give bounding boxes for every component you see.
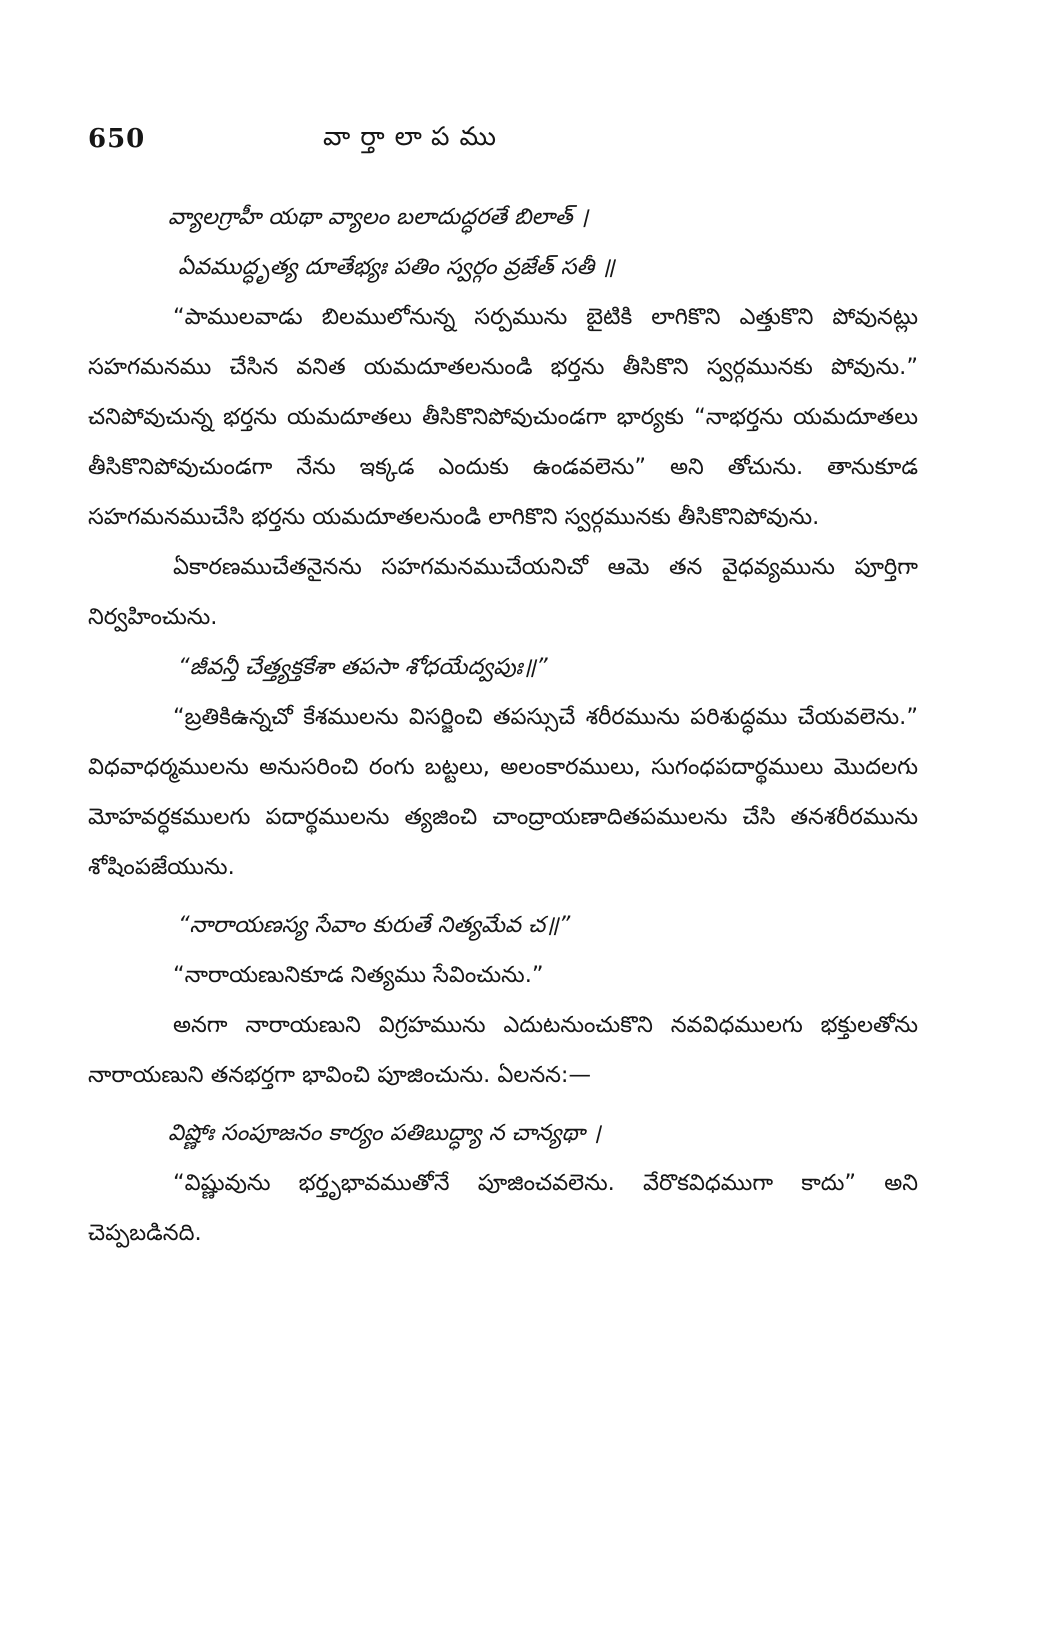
- spacer: [88, 1100, 918, 1108]
- paragraph: అనగా నారాయణుని విగ్రహమును ఎదుటనుంచుకొని నవవిధములగు భక్తులతోను నారాయణుని తనభర్తగా భావించి పూజించును. ఏలనన:—: [88, 1012, 918, 1088]
- page-number: 650: [88, 124, 146, 154]
- verse-line: “నారాయణస్య సేవాం కురుతే నిత్యమేవ చ॥”: [178, 912, 571, 938]
- paragraph: “బ్రతికిఉన్నచో కేశములను విసర్జించి తపస్సుచే శరీరమును పరిశుద్ధము చేయవలెను.” విధవాధర్మములను అనుసరించి రంగు బట్టలు, అలంకారములు, సుగంధపదార్థములు మొదలగు మోహవర్ధకములగు పదార్థములను త్యజించి చాంద్రాయణాదితపములను చేసి తనశరీరమును శోషింపజేయును.: [88, 704, 918, 880]
- verse-line: “జీవన్తీ చేత్త్యక్తకేశా తపసా శోధయేద్వపుః॥”: [178, 654, 548, 680]
- verse-line: విష్ణోః సంపూజనం కార్యం పతిబుద్ధ్యా న చాన్యథా ।: [168, 1120, 601, 1146]
- verse-line: ఏవముద్ధృత్య దూతేభ్యః పతిం స్వర్గం వ్రజేత్ సతీ ॥: [178, 254, 615, 280]
- page-body: [88, 192, 918, 1258]
- running-title: వార్తాలాపము: [323, 122, 507, 152]
- verse-line: వ్యాలగ్రాహీ యథా వ్యాలం బలాదుద్ధరతే బిలాత్ ।: [168, 204, 589, 230]
- paragraph: “పాములవాడు బిలములోనున్న సర్పమును బైటికి లాగికొని ఎత్తుకొని పోవునట్లు సహగమనము చేసిన వనిత యమదూతలనుండి భర్తను తీసికొని స్వర్గమునకు పోవును.” చనిపోవుచున్న భర్తను యమదూతలు తీసికొనిపోవుచుండగా భార్యకు “నాభర్తను యమదూతలు తీసికొనిపోవుచుండగా నేను ఇక్కడ ఎందుకు ఉండవలెను” అని తోచును. తానుకూడ సహగమనముచేసి భర్తను యమదూతలనుండి లాగికొని స్వర్గమునకు తీసికొనిపోవును.: [88, 304, 918, 530]
- paragraph: “విష్ణువును భర్తృభావముతోనే పూజించవలెను. వేరొకవిధముగా కాదు” అని చెప్పబడినది.: [88, 1170, 918, 1246]
- paragraph: ఏకారణముచేతనైనను సహగమనముచేయనిచో ఆమె తన వైధవ్యమును పూర్తిగా నిర్వహించును.: [88, 554, 918, 630]
- spacer: [88, 892, 918, 900]
- page-header: [88, 120, 918, 170]
- quote-line: “నారాయణునికూడ నిత్యము సేవించును.”: [173, 962, 544, 988]
